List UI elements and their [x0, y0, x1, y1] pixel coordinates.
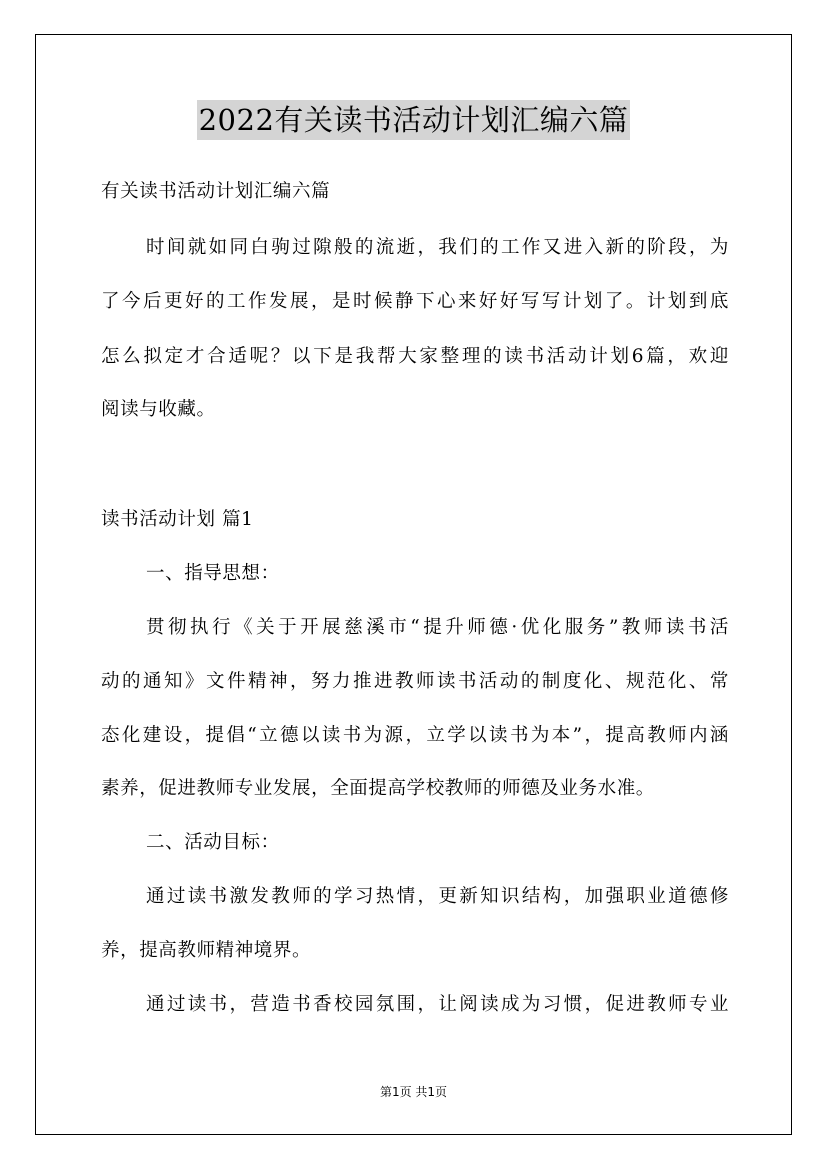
intro-line-4: 阅读与收藏。	[101, 399, 216, 420]
guiding-line-1: 贯彻执行《关于开展慈溪市“提升师德·优化服务”教师读书活	[146, 617, 729, 638]
document-title: 2022有关读书活动计划汇编六篇	[197, 100, 631, 140]
intro-line-3: 怎么拟定才合适呢？以下是我帮大家整理的读书活动计划6篇，欢迎	[101, 346, 729, 367]
intro-line-1: 时间就如同白驹过隙般的流逝，我们的工作又进入新的阶段，为	[146, 237, 729, 258]
page-footer	[0, 1083, 827, 1100]
intro-line-2: 了今后更好的工作发展，是时候静下心来好好写写计划了。计划到底	[101, 291, 729, 312]
title-container	[0, 100, 827, 140]
document-subtitle: 有关读书活动计划汇编六篇	[101, 181, 331, 202]
goal-line-2: 养，提高教师精神境界。	[101, 940, 312, 961]
guiding-line-3: 态化建设，提倡“立德以读书为源，立学以读书为本”，提高教师内涵	[101, 725, 729, 746]
goal-line-1: 通过读书激发教师的学习热情，更新知识结构，加强职业道德修	[146, 886, 729, 907]
heading-guiding-thought: 一、指导思想：	[146, 563, 280, 584]
goal-line-3: 通过读书，营造书香校园氛围，让阅读成为习惯，促进教师专业	[146, 994, 729, 1015]
guiding-line-4: 素养，促进教师专业发展，全面提高学校教师的师德及业务水准。	[101, 778, 655, 799]
page-number: 第1页 共1页	[379, 1085, 448, 1099]
guiding-line-2: 动的通知》文件精神，努力推进教师读书活动的制度化、规范化、常	[101, 671, 729, 692]
heading-activity-goals: 二、活动目标：	[146, 832, 280, 853]
section-heading: 读书活动计划 篇1	[101, 509, 254, 530]
